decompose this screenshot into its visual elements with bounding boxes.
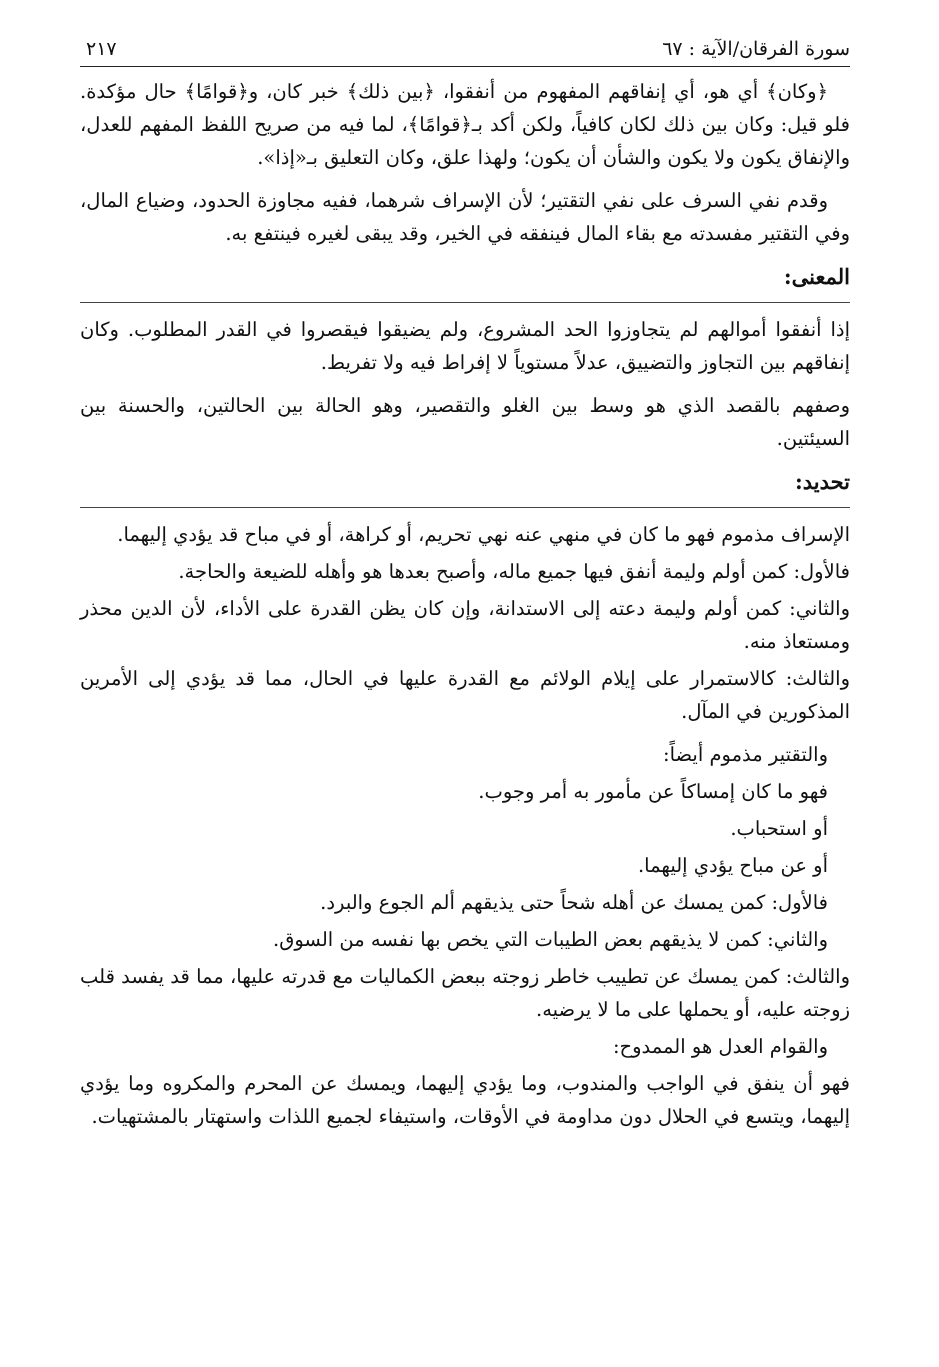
definition-paragraph-9: فالأول: كمن يمسك عن أهله شحاً حتى يذيقهم ألم الجوع والبرد. <box>320 891 828 914</box>
definition-paragraph-12: والقوام العدل هو الممدوح: <box>612 1035 828 1058</box>
definition-paragraph-7: أو استحباب. <box>730 817 828 840</box>
definition-paragraph-5: والتقتير مذموم أيضاً: <box>663 743 828 766</box>
page-content <box>80 75 850 1133</box>
definition-paragraph-3: والثاني: كمن أولم وليمة دعته إلى الاستدانة، وإن كان يظن القدرة على الأداء، لأن الدين محذر ومستعاذ منه. <box>80 597 850 653</box>
intro-paragraph-2: وقدم نفي السرف على نفي التقتير؛ لأن الإسراف شرهما، ففيه مجاوزة الحدود، وضياع المال، وفي التقتير مفسدته مع بقاء المال فينفقه في الخير، وقد يبقى لغيره فينتفع به. <box>80 189 850 245</box>
running-title: سورة الفرقان/الآية : ٦٧ <box>662 38 850 60</box>
section-divider <box>80 507 850 508</box>
page-number: ٢١٧ <box>86 38 117 60</box>
intro-paragraph-1: ﴿وكان﴾ أي هو، أي إنفاقهم المفهوم من أنفقوا، ﴿بين ذلك﴾ خبر كان، و﴿قوامًا﴾ حال مؤكدة. فلو قيل: وكان بين ذلك لكان كافياً، ولكن أكد بـ﴿قوامًا﴾، لما فيه من صريح اللفظ المفهم للعدل، والإنفاق يكون ولا يكون والشأن أن يكون؛ ولهذا علق، وكان التعليق بـ«إذا». <box>80 80 850 169</box>
definition-paragraph-2: فالأول: كمن أولم وليمة أنفق فيها جميع ماله، وأصبح بعدها هو وأهله للضيعة والحاجة. <box>178 560 850 583</box>
definition-paragraph-10: والثاني: كمن لا يذيقهم بعض الطيبات التي يخص بها نفسه من السوق. <box>273 928 828 951</box>
meaning-paragraph-1: إذا أنفقوا أموالهم لم يتجاوزوا الحد المشروع، ولم يضيقوا فيقصروا في القدر المطلوب. وكان إنفاقهم بين التجاوز والتضييق، عدلاً مستوياً لا إفراط فيه ولا تفريط. <box>80 318 850 374</box>
meaning-paragraph-2: وصفهم بالقصد الذي هو وسط بين الغلو والتقصير، وهو الحالة بين الحالتين، والحسنة بين السيئتين. <box>80 394 850 450</box>
definition-paragraph-1: الإسراف مذموم فهو ما كان في منهي عنه نهي تحريم، أو كراهة، أو في مباح قد يؤدي إليهما. <box>117 523 850 546</box>
definition-paragraph-11: والثالث: كمن يمسك عن تطييب خاطر زوجته ببعض الكماليات مع قدرته عليها، مما قد يفسد قلب زوجته عليه، أو يحملها على ما لا يرضيه. <box>80 965 850 1021</box>
definition-heading: تحديد: <box>794 469 850 494</box>
page-header <box>80 34 850 67</box>
section-divider <box>80 302 850 303</box>
definition-paragraph-4: والثالث: كالاستمرار على إيلام الولائم مع القدرة عليها في الحال، مما قد يؤدي إلى الأمرين المذكورين في المآل. <box>80 667 850 723</box>
meaning-heading: المعنى: <box>783 264 850 289</box>
definition-paragraph-6: فهو ما كان إمساكاً عن مأمور به أمر وجوب. <box>478 780 828 803</box>
definition-paragraph-8: أو عن مباح يؤدي إليهما. <box>637 854 828 877</box>
book-page <box>80 34 850 1137</box>
definition-paragraph-13: فهو أن ينفق في الواجب والمندوب، وما يؤدي إليهما، ويمسك عن المحرم والمكروه وما يؤدي إليهما، ويتسع في الحلال دون مداومة في الأوقات، واستيفاء لجميع اللذات واستهتار بالمشتهيات. <box>80 1072 850 1128</box>
